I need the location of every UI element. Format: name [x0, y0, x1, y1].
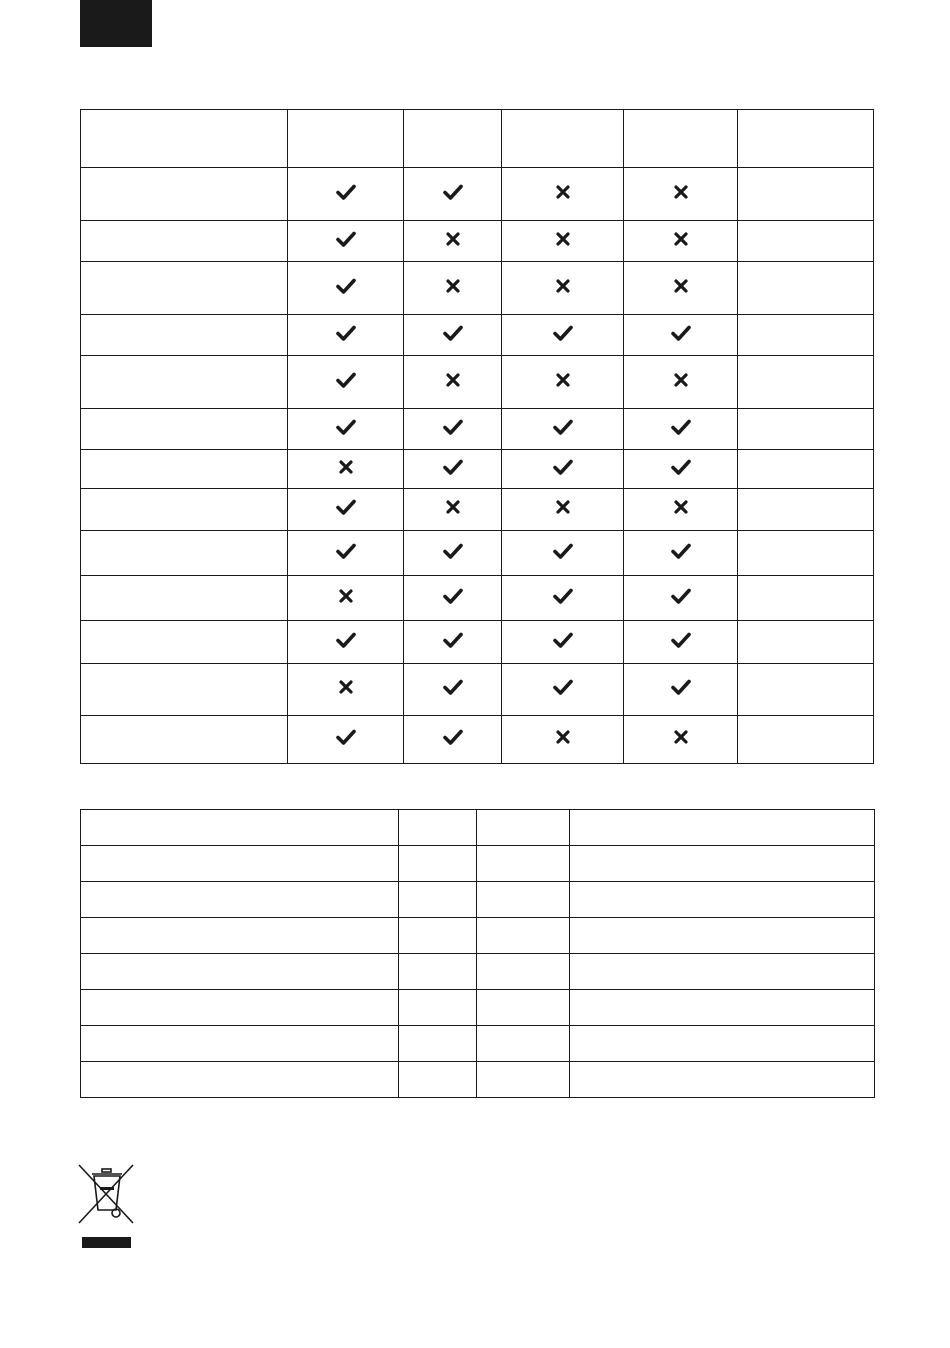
mark-cell [502, 664, 624, 716]
cross-icon [670, 726, 692, 748]
cross-icon [335, 585, 357, 607]
page-tab-marker [80, 0, 152, 47]
mark-cell [624, 576, 738, 621]
compatibility-table [80, 109, 874, 764]
cross-icon [552, 275, 574, 297]
row-label [81, 489, 288, 531]
row-label [81, 168, 288, 221]
mark-cell [502, 531, 624, 576]
row-label [81, 576, 288, 621]
table-cell [477, 846, 570, 882]
mark-cell [404, 531, 502, 576]
table-cell [81, 918, 399, 954]
table-cell [399, 954, 477, 990]
table-row [81, 990, 875, 1026]
table-cell [570, 1062, 875, 1098]
table-row [81, 221, 874, 262]
mark-cell [404, 221, 502, 262]
table-row [81, 918, 875, 954]
mark-cell [502, 450, 624, 489]
row-note [738, 168, 874, 221]
check-icon [670, 540, 692, 562]
mark-cell [404, 450, 502, 489]
row-note [738, 716, 874, 764]
table-row [81, 1062, 875, 1098]
table-row [81, 810, 875, 846]
table-cell [81, 990, 399, 1026]
cross-icon [442, 496, 464, 518]
table-row [81, 1026, 875, 1062]
mark-cell [288, 664, 404, 716]
check-icon [335, 275, 357, 297]
check-icon [442, 540, 464, 562]
table-header-row [81, 110, 874, 168]
check-icon [335, 540, 357, 562]
column-header [502, 110, 624, 168]
row-label [81, 315, 288, 356]
table-row [81, 531, 874, 576]
cross-icon [335, 456, 357, 478]
row-label [81, 621, 288, 664]
mark-cell [404, 621, 502, 664]
table-cell [570, 990, 875, 1026]
check-icon [552, 456, 574, 478]
row-label [81, 664, 288, 716]
mark-cell [502, 716, 624, 764]
check-icon [442, 585, 464, 607]
check-icon [552, 676, 574, 698]
check-icon [442, 726, 464, 748]
row-note [738, 450, 874, 489]
table-cell [570, 882, 875, 918]
check-icon [442, 456, 464, 478]
mark-cell [288, 489, 404, 531]
mark-cell [288, 621, 404, 664]
column-header [404, 110, 502, 168]
check-icon [335, 726, 357, 748]
check-icon [552, 540, 574, 562]
table-row [81, 664, 874, 716]
table-row [81, 409, 874, 450]
table-row [81, 450, 874, 489]
mark-cell [502, 168, 624, 221]
mark-cell [624, 262, 738, 315]
mark-cell [502, 576, 624, 621]
specification-table [80, 809, 875, 1098]
table-row [81, 954, 875, 990]
mark-cell [624, 221, 738, 262]
mark-cell [288, 576, 404, 621]
mark-cell [502, 262, 624, 315]
mark-cell [624, 409, 738, 450]
cross-icon [670, 228, 692, 250]
table-cell [399, 882, 477, 918]
table-row [81, 315, 874, 356]
row-note [738, 664, 874, 716]
check-icon [442, 416, 464, 438]
check-icon [670, 416, 692, 438]
mark-cell [624, 531, 738, 576]
table-cell [477, 954, 570, 990]
row-label [81, 450, 288, 489]
row-label [81, 262, 288, 315]
table-cell [570, 810, 875, 846]
table-row [81, 576, 874, 621]
cross-icon [670, 275, 692, 297]
table-cell [399, 990, 477, 1026]
mark-cell [404, 262, 502, 315]
cross-icon [335, 676, 357, 698]
table-cell [477, 918, 570, 954]
mark-cell [502, 221, 624, 262]
mark-cell [502, 315, 624, 356]
mark-cell [404, 356, 502, 409]
check-icon [552, 416, 574, 438]
table-row [81, 168, 874, 221]
table-cell [570, 954, 875, 990]
check-icon [670, 676, 692, 698]
cross-icon [552, 369, 574, 391]
row-note [738, 356, 874, 409]
mark-cell [624, 168, 738, 221]
table-cell [399, 1062, 477, 1098]
mark-cell [502, 409, 624, 450]
check-icon [442, 181, 464, 203]
table-cell [477, 810, 570, 846]
row-note [738, 621, 874, 664]
row-note [738, 576, 874, 621]
check-icon [335, 496, 357, 518]
table-cell [570, 846, 875, 882]
table-row [81, 716, 874, 764]
table-row [81, 262, 874, 315]
table-cell [477, 1062, 570, 1098]
check-icon [552, 322, 574, 344]
table-cell [399, 918, 477, 954]
mark-cell [288, 716, 404, 764]
check-icon [552, 585, 574, 607]
mark-cell [502, 621, 624, 664]
mark-cell [404, 576, 502, 621]
row-note [738, 531, 874, 576]
table-cell [570, 918, 875, 954]
check-icon [442, 629, 464, 651]
table-row [81, 489, 874, 531]
row-label [81, 356, 288, 409]
row-label [81, 221, 288, 262]
check-icon [335, 629, 357, 651]
table-cell [81, 954, 399, 990]
mark-cell [404, 315, 502, 356]
mark-cell [288, 221, 404, 262]
mark-cell [624, 315, 738, 356]
row-label [81, 409, 288, 450]
mark-cell [502, 356, 624, 409]
check-icon [335, 322, 357, 344]
mark-cell [288, 262, 404, 315]
disposal-symbol-bar [82, 1237, 131, 1248]
column-header [81, 110, 288, 168]
row-note [738, 262, 874, 315]
table-cell [81, 810, 399, 846]
table-cell [399, 846, 477, 882]
table-cell [81, 1062, 399, 1098]
table-row [81, 356, 874, 409]
cross-icon [670, 369, 692, 391]
column-header [624, 110, 738, 168]
mark-cell [502, 489, 624, 531]
check-icon [335, 228, 357, 250]
mark-cell [288, 356, 404, 409]
mark-cell [288, 315, 404, 356]
row-note [738, 409, 874, 450]
row-note [738, 315, 874, 356]
check-icon [335, 181, 357, 203]
mark-cell [404, 168, 502, 221]
row-note [738, 221, 874, 262]
table-row [81, 882, 875, 918]
check-icon [670, 322, 692, 344]
table-cell [399, 810, 477, 846]
check-icon [670, 629, 692, 651]
cross-icon [442, 369, 464, 391]
mark-cell [624, 356, 738, 409]
row-label [81, 531, 288, 576]
table-row [81, 621, 874, 664]
check-icon [335, 416, 357, 438]
check-icon [552, 629, 574, 651]
table-row [81, 846, 875, 882]
cross-icon [442, 275, 464, 297]
mark-cell [404, 716, 502, 764]
check-icon [335, 369, 357, 391]
table-cell [81, 846, 399, 882]
cross-icon [552, 726, 574, 748]
check-icon [670, 585, 692, 607]
cross-icon [552, 228, 574, 250]
cross-icon [442, 228, 464, 250]
mark-cell [404, 489, 502, 531]
column-header [738, 110, 874, 168]
row-note [738, 489, 874, 531]
check-icon [670, 456, 692, 478]
check-icon [442, 322, 464, 344]
crossed-out-wheelie-bin-icon [76, 1163, 136, 1225]
mark-cell [288, 531, 404, 576]
check-icon [442, 676, 464, 698]
cross-icon [670, 181, 692, 203]
table-cell [477, 1026, 570, 1062]
mark-cell [624, 489, 738, 531]
cross-icon [552, 181, 574, 203]
mark-cell [624, 716, 738, 764]
column-header [288, 110, 404, 168]
row-label [81, 716, 288, 764]
mark-cell [288, 168, 404, 221]
mark-cell [288, 409, 404, 450]
table-cell [477, 882, 570, 918]
table-cell [81, 882, 399, 918]
table-cell [477, 990, 570, 1026]
cross-icon [670, 496, 692, 518]
mark-cell [624, 664, 738, 716]
mark-cell [624, 450, 738, 489]
table-cell [570, 1026, 875, 1062]
table-cell [399, 1026, 477, 1062]
cross-icon [552, 496, 574, 518]
mark-cell [624, 621, 738, 664]
mark-cell [404, 664, 502, 716]
mark-cell [288, 450, 404, 489]
mark-cell [404, 409, 502, 450]
table-cell [81, 1026, 399, 1062]
